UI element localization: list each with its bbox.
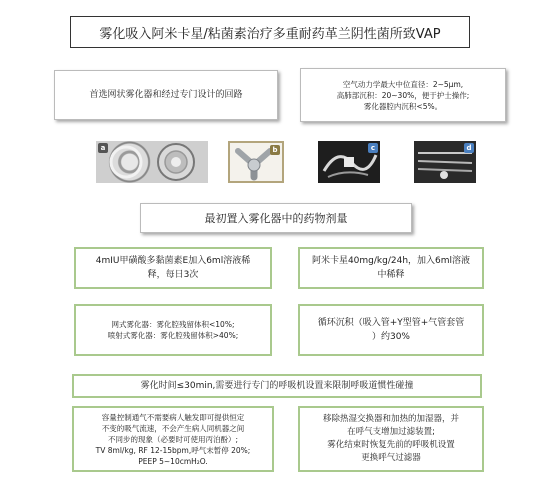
deposition-line-2: ）约30%	[371, 332, 410, 342]
nebulizer-residual-box	[74, 304, 272, 356]
colistin-line-2: 释，每日3次	[147, 270, 199, 280]
aerosol-line-2: 高肺部沉积：20~30%，便于护士操作;	[336, 90, 470, 100]
humidifier-filter-box	[298, 406, 484, 472]
aerosol-line-1: 空气动力学最大中位直径：2~5μm,	[342, 79, 464, 89]
residual-line-2: 喷射式雾化器：雾化腔残留体积>40%;	[107, 331, 239, 340]
humidifier-line-2: 在呼气支增加过滤装置;	[347, 427, 435, 437]
photo-label-d: d	[464, 143, 474, 153]
dosage-section-header	[140, 203, 412, 233]
amikacin-line-1: 阿米卡星40mg/kg/24h，加入6ml溶液	[311, 256, 471, 266]
ventilation-line-2: 不变的吸气流速，不会产生病人同机器之间	[101, 423, 245, 433]
photo-d-circuit	[414, 141, 476, 183]
nebulization-time-box	[72, 374, 482, 398]
mesh-nebulizer-image	[96, 141, 208, 183]
amikacin-line-2: 中稀释	[377, 270, 405, 280]
diagram-title: 雾化吸入阿米卡星/粘菌素治疗多重耐药革兰阴性菌所致VAP	[70, 16, 470, 48]
ventilation-line-3: 不同步的现象（必要时可使用丙泊酚）;	[107, 434, 239, 444]
ventilation-line-5: PEEP 5~10cmH₂O.	[138, 456, 208, 466]
humidifier-line-4: 更换呼气过滤器	[361, 453, 421, 463]
photo-label-c: c	[368, 143, 378, 153]
photo-label-a: a	[98, 143, 108, 153]
photo-a-mesh-nebulizer	[96, 141, 208, 183]
residual-line-1: 网式雾化器：雾化腔残留体积<10%;	[111, 320, 235, 329]
nebulizer-choice-text: 首选网状雾化器和经过专门设计的回路	[89, 90, 243, 100]
amikacin-dose-box	[298, 247, 484, 289]
photo-b-y-piece	[228, 141, 284, 183]
deposition-line-1: 循环沉积（吸入管+Y型管+气管套管	[317, 318, 465, 328]
humidifier-line-1: 移除热湿交换器和加热的加湿器，并	[322, 414, 459, 424]
aerosol-line-3: 雾化器腔内沉积<5%。	[363, 101, 443, 111]
nebulizer-choice-box	[54, 70, 278, 120]
ventilation-line-4: TV 8ml/kg, RF 12-15bpm,呼气末暂停 20%;	[95, 445, 251, 455]
nebulization-time-text: 雾化时间≤30min,需要进行专门的呼吸机设置来限制呼吸道惯性碰撞	[140, 381, 414, 391]
ventilation-line-1: 容量控制通气不需要病人触发即可提供恒定	[101, 412, 245, 422]
photo-c-tubing	[318, 141, 380, 183]
colistin-line-1: 4mIU甲磺酸多黏菌素E加入6ml溶液稀	[95, 256, 251, 266]
dosage-section-text: 最初置入雾化器中的药物剂量	[204, 212, 348, 225]
circuit-deposition-box	[298, 304, 484, 356]
humidifier-line-3: 雾化结束时恢复先前的呼吸机设置	[327, 440, 455, 450]
aerosol-properties-box	[300, 68, 506, 122]
colistin-dose-box	[74, 247, 272, 289]
ventilation-settings-box	[72, 406, 274, 472]
photo-label-b: b	[270, 145, 280, 155]
